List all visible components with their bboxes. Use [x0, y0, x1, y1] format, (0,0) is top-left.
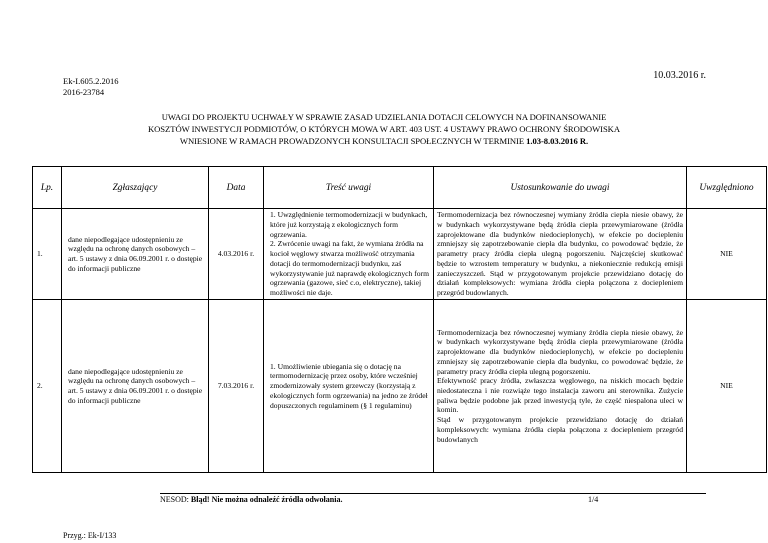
document-date: 10.03.2016 r. [653, 70, 706, 81]
row-date: 4.03.2016 r. [209, 209, 264, 300]
header-content: Treść uwagi [264, 167, 434, 209]
header-date: Data [209, 167, 264, 209]
reference-block [63, 76, 118, 98]
row-submitter: dane niepodlegające udostępnieniu ze względu na ochronę danych osobowych – art. 5 ustawy z dnia 06.09.2001 r. o dostępie do informacji publiczne [62, 300, 209, 473]
footer-nesod [160, 495, 342, 504]
content-paragraph: 1. Uwzględnienie termomodernizacji w budynkach, które już korzystają z ekologicznych form ogrzewania. [270, 210, 428, 239]
comments-table [32, 166, 767, 473]
table-header-row [33, 167, 767, 209]
title-line-3-text: WNIESIONE W RAMACH PROWADZONYCH KONSULTACJI SPOŁECZNYCH W TERMINIE [179, 136, 527, 146]
case-number: 2016-23784 [63, 87, 105, 97]
row-submitter: dane niepodlegające udostępnieniu ze względu na ochronę danych osobowych – art. 5 ustawy z dnia 06.09.2001 r. o dostępie do informacji publiczne [62, 209, 209, 300]
title-line-1: UWAGI DO PROJEKTU UCHWAŁY W SPRAWIE ZASAD UDZIELANIA DOTACJI CELOWYCH NA DOFINANSOWANIE [161, 112, 607, 122]
table-row [33, 300, 767, 473]
row-lp: 2. [33, 300, 62, 473]
table-row [33, 209, 767, 300]
response-paragraph: Termomodernizacja bez równoczesnej wymiany źródła ciepła niesie obawy, że w budynkach wykorzystywane będą źródła ciepła przewymiarowane (źródła zaprojektowane dla budynków niedocieplonych), w efekcie po dociepleniu zmniejszy się zapotrzebowanie ciepła dla budynku, co powodować będzie, że parametry pracy źródła ciepła ulegną pogorszeniu. [437, 327, 683, 376]
header-response: Ustosunkowanie do uwagi [434, 167, 687, 209]
response-paragraph: Stąd w przygotowanym projekcie przewidziano dotację do działań kompleksowych: wymiana źródła ciepła połączona z dociepleniem przegród budowlanych [437, 415, 683, 444]
content-paragraph: 1. Umożliwienie ubiegania się o dotację na termomodernizację przez osoby, które wcześniej zmodernizowały system grzewczy (korzystają z ekologicznych form ogrzewania) na jedno ze źródeł dopuszczonych regulaminem (§ 1 regulaminu) [270, 361, 428, 410]
nesod-label: NESOD: [160, 495, 191, 504]
title-line-3 [62, 135, 706, 147]
row-decision: NIE [687, 209, 767, 300]
document-title [62, 111, 706, 147]
response-paragraph: Termomodernizacja bez równoczesnej wymiany źródła ciepła niesie obawy, że w budynkach wykorzystywane będą źródła ciepła przewymiarowane (źródła zaprojektowane dla budynków niedocieplonych), w efekcie po dociepleniu zmniejszy się zapotrzebowanie ciepła dla budynku, co powodować będzie, że parametry pracy źródła ciepła ulegną pogorszeniu. Najczęściej skutkować będzie to wzrostem temperatury w budynku, a niekoniecznie redukcją emisji zanieczyszczeń. Stąd w przygotowanym projekcie przewidziano dotację do działań kompleksowych: wymiana źródła ciepła połączona z dociepleniem przegród budowlanych. [437, 210, 683, 297]
header-lp: Lp. [33, 167, 62, 209]
row-decision: NIE [687, 300, 767, 473]
row-content [264, 300, 434, 473]
row-response [434, 300, 687, 473]
response-paragraph: Efektywność pracy źródła, zwłaszcza węglowego, na niskich mocach będzie niedostateczna i nie rozwiąże tego instalacja zaworu ani sterownika. Zużycie paliwa będzie podobne jak przed inwestycją tyle, że część niespalona uleci w komin. [437, 376, 683, 415]
row-date: 7.03.2016 r. [209, 300, 264, 473]
header-submitter: Zgłaszający [62, 167, 209, 209]
prepared-by: Przyg.: Ek-I/133 [63, 531, 117, 540]
row-content [264, 209, 434, 300]
title-line-2: KOSZTÓW INWESTYCJI PODMIOTÓW, O KTÓRYCH MOWA W ART. 403 UST. 4 USTAWY PRAWO OCHRONY ŚRODOWISKA [148, 124, 620, 134]
consultation-period: 1.03-8.03.2016 R. [526, 136, 589, 146]
footer-divider [160, 493, 706, 494]
reference-number: Ek-I.605.2.2016 [63, 76, 119, 86]
nesod-error: Błąd! Nie można odnaleźć źródła odwołania. [190, 495, 343, 504]
row-response [434, 209, 687, 300]
row-lp: 1. [33, 209, 62, 300]
header-decision: Uwzględniono [687, 167, 767, 209]
page-number: 1/4 [588, 495, 599, 504]
content-paragraph: 2. Zwrócenie uwagi na fakt, że wymiana źródła na kocioł węglowy stwarza możliwość otrzymania dotacji do termomodernizacji budynku, zaś wykorzystywanie już naprawdę ekologicznych form ogrzewania (gazowe, sieć c.o, elektryczne), takiej możliwości nie daje. [270, 239, 429, 297]
